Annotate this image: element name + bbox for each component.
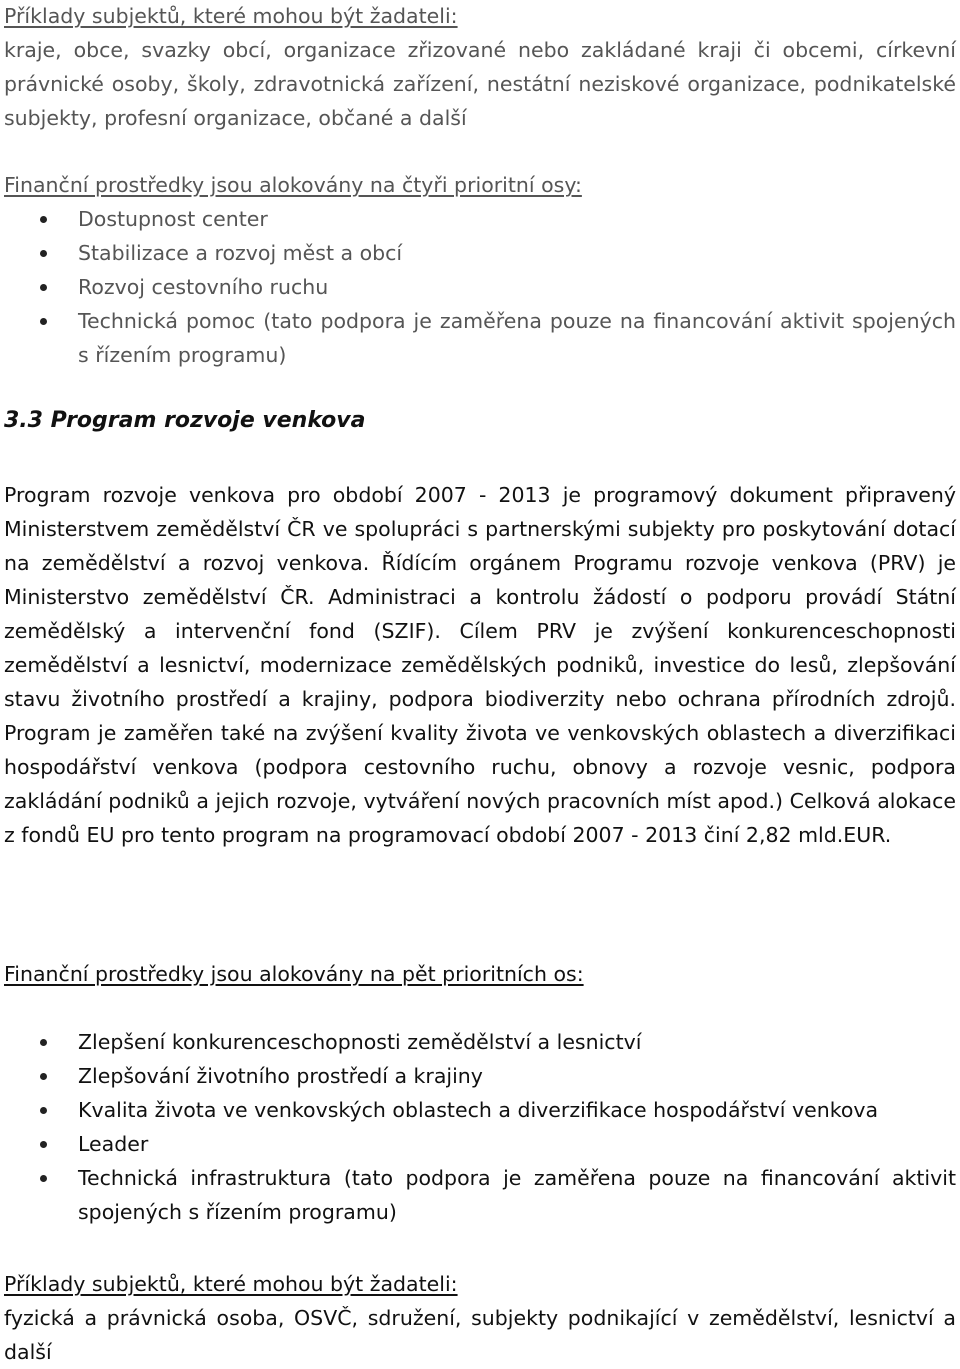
priority-axes-list-2 xyxy=(4,1025,956,1229)
applicants-text-1: kraje, obce, svazky obcí, organizace zřizované nebo zakládané kraji či obcemi, církevní právnické osoby, školy, zdravotnická zařízení, nestátní neziskové organizace, podnikatelské subjekty, profesní organizace, občané a další xyxy=(4,38,956,130)
section-paragraph: Program rozvoje venkova pro období 2007 - 2013 je programový dokument připravený Ministerstvem zemědělství ČR ve spolupráci s partnerskými subjekty pro poskytování dotací na zemědělství a rozvoj venkova. Řídícím orgánem Programu rozvoje venkova (PRV) je Ministerstvo zemědělství ČR. Administraci a kontrolu žádostí o podporu provádí Státní zemědělský a intervenční fond (SZIF). Cílem PRV je zvýšení konkurenceschopnosti zemědělství a lesnictví, modernizace zemědělských podniků, investice do lesů, zlepšování stavu životního prostředí a krajiny, podpora biodiverzity nebo ochrana přírodních zdrojů. Program je zaměřen také na zvýšení kvality života ve venkovských oblastech a diverzifikaci hospodářství venkova (podpora cestovního ruchu, obnovy a rozvoje vesnic, podpora zakládání podniků a jejich rozvoje, vytváření nových pracovních míst apod.) Celková alokace z fondů EU pro tento program na programovací období 2007 - 2013 činí 2,82 mld.EUR. xyxy=(4,483,956,847)
priority-axes-heading-2: Finanční prostředky jsou alokovány na pět prioritních os: xyxy=(4,962,584,986)
list-item: Leader xyxy=(4,1127,956,1161)
priority-axes-block-1 xyxy=(4,168,956,372)
applicants-block-2 xyxy=(4,1267,956,1369)
list-item: Kvalita života ve venkovských oblastech a diverzifikace hospodářství venkova xyxy=(4,1093,956,1127)
applicants-text-2: fyzická a právnická osoba, OSVČ, sdružení, subjekty podnikající v zemědělství, lesnictví a další xyxy=(4,1306,956,1364)
applicants-heading-2: Příklady subjektů, které mohou být žadateli: xyxy=(4,1272,458,1296)
priority-axes-heading-1: Finanční prostředky jsou alokovány na čtyři prioritní osy: xyxy=(4,173,582,197)
section-title: 3.3 Program rozvoje venkova xyxy=(4,408,366,433)
applicants-heading-1: Příklady subjektů, které mohou být žadateli: xyxy=(4,4,458,28)
applicants-block-1 xyxy=(4,0,956,135)
list-item: Stabilizace a rozvoj měst a obcí xyxy=(4,236,956,270)
list-item: Technická pomoc (tato podpora je zaměřena pouze na financování aktivit spojených s řízením programu) xyxy=(4,304,956,372)
list-item: Zlepšení konkurenceschopnosti zemědělství a lesnictví xyxy=(4,1025,956,1059)
list-item: Zlepšování životního prostředí a krajiny xyxy=(4,1059,956,1093)
list-item: Rozvoj cestovního ruchu xyxy=(4,270,956,304)
priority-axes-list-1 xyxy=(4,202,956,372)
priority-axes-block-2 xyxy=(4,957,956,991)
list-item: Dostupnost center xyxy=(4,202,956,236)
list-item: Technická infrastruktura (tato podpora je zaměřena pouze na financování aktivit spojených s řízením programu) xyxy=(4,1161,956,1229)
